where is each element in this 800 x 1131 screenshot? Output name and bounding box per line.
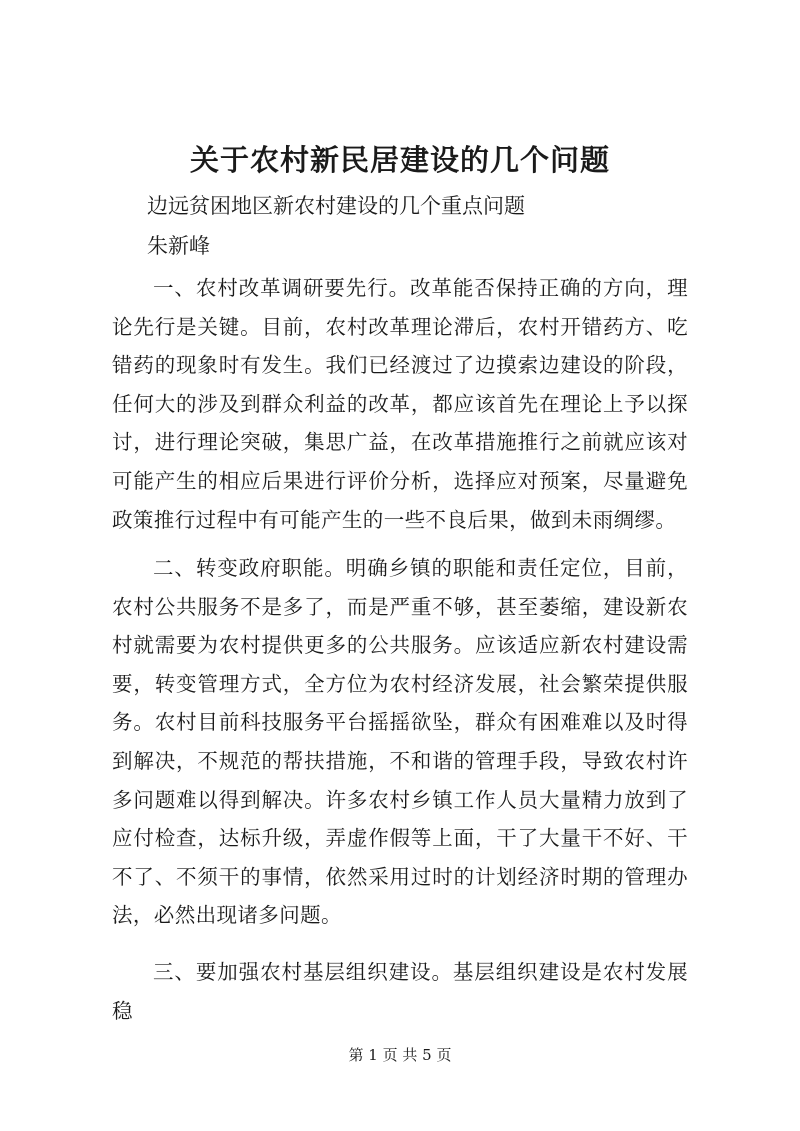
paragraph-1: 一、农村改革调研要先行。改革能否保持正确的方向，理论先行是关键。目前，农村改革理论滞后，农村开错药方、吃错药的现象时有发生。我们已经渡过了边摸索边建设的阶段，任何大的涉及到群众利益的改革，都应该首先在理论上予以探讨，进行理论突破，集思广益，在改革措施推行之前就应该对可能产生的相应后果进行评价分析，选择应对预案，尽量避免政策推行过程中有可能产生的一些不良后果，做到未雨绸缪。 [112, 276, 688, 532]
author-name: 朱新峰 [147, 234, 210, 258]
paragraph-3: 三、要加强农村基层组织建设。基层组织建设是农村发展稳 [112, 960, 688, 1023]
paragraph-2: 二、转变政府职能。明确乡镇的职能和责任定位，目前，农村公共服务不是多了，而是严重不够，甚至萎缩，建设新农村就需要为农村提供更多的公共服务。应该适应新农村建设需要，转变管理方式，全方位为农村经济发展，社会繁荣提供服务。农村目前科技服务平台摇摇欲坠，群众有困难难以及时得到解决，不规范的帮扶措施，不和谐的管理手段，导致农村许多问题难以得到解决。许多农村乡镇工作人员大量精力放到了应付检查，达标升级，弄虚作假等上面，干了大量干不好、干不了、不须干的事情，依然采用过时的计划经济时期的管理办法，必然出现诸多问题。 [112, 556, 688, 928]
page-footer: 第 1 页 共 5 页 [348, 1046, 452, 1064]
document-title: 关于农村新民居建设的几个问题 [189, 143, 610, 177]
document-subtitle: 边远贫困地区新农村建设的几个重点问题 [147, 194, 525, 218]
